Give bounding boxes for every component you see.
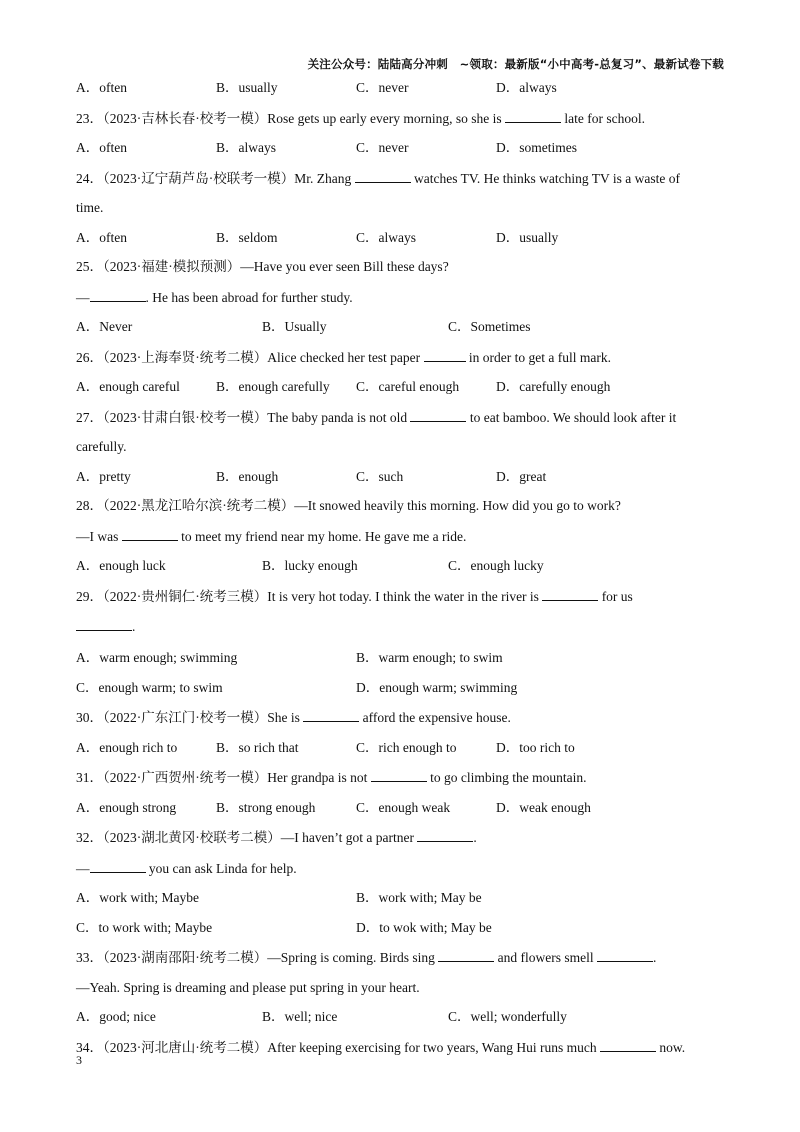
option-row — [76, 1007, 724, 1027]
option[interactable]: C．enough warm; to swim — [76, 679, 223, 695]
answer-blank[interactable] — [122, 526, 178, 541]
question-29 — [76, 586, 724, 607]
dialog-text: to meet my friend near my home. He gave me a ride. — [177, 528, 467, 544]
option[interactable]: C．enough weak — [356, 799, 451, 815]
question-28 — [76, 496, 724, 516]
option[interactable]: C．never — [356, 80, 409, 95]
dialog-text: . He has been abroad for further study. — [145, 289, 353, 305]
option[interactable]: C．always — [356, 229, 416, 245]
option[interactable]: D．great — [496, 468, 547, 484]
question-source: （2023·上海奉贤·统考二模） — [103, 349, 268, 365]
option[interactable]: C．well; wonderfully — [448, 1009, 567, 1024]
option[interactable]: D．usually — [496, 229, 559, 245]
question-25 — [76, 257, 724, 277]
option-row — [76, 317, 724, 337]
option[interactable]: B．seldom — [216, 229, 278, 245]
option[interactable]: C．enough lucky — [448, 558, 544, 573]
question-source: （2023·甘肃白银·校考一模） — [103, 409, 268, 425]
question-text: and flowers smell — [494, 950, 597, 965]
question-source: （2023·辽宁葫芦岛·校联考一模） — [103, 170, 295, 186]
option-row — [76, 78, 724, 98]
question-text: Rose gets up early every morning, so she is — [267, 110, 505, 126]
option[interactable]: D．always — [496, 80, 557, 95]
option-row — [76, 228, 724, 248]
option[interactable]: C．careful enough — [356, 379, 460, 394]
question-text: She is — [267, 710, 304, 725]
answer-blank[interactable] — [371, 767, 427, 782]
option[interactable]: D．to wok with; May be — [356, 919, 492, 935]
option[interactable]: A．enough luck — [76, 558, 166, 573]
question-source: （2023·吉林长春·校考一模） — [103, 110, 268, 126]
question-24 — [76, 168, 724, 189]
dialog-text: you can ask Linda for help. — [145, 860, 297, 876]
dialog-prefix: —I was — [76, 528, 122, 544]
option-row — [76, 678, 724, 698]
question-text: —I haven’t got a partner — [280, 830, 418, 845]
question-number: 30． — [76, 710, 103, 725]
question-number: 34． — [76, 1039, 103, 1055]
option[interactable]: B．enough carefully — [216, 379, 330, 394]
question-dialog-line — [76, 858, 724, 879]
option[interactable]: B．strong enough — [216, 799, 316, 815]
question-number: 29． — [76, 588, 103, 604]
page-header: 关注公众号：陆陆高分冲刺 ~领取：最新版“小中高考-总复习”、最新试卷下载 — [307, 57, 724, 71]
option[interactable]: C．rich enough to — [356, 739, 457, 755]
question-text: . — [132, 619, 136, 634]
question-source: （2022·黑龙江哈尔滨·统考二模） — [103, 498, 295, 513]
question-text: . — [473, 830, 477, 845]
question-number: 27． — [76, 409, 103, 425]
option[interactable]: C．such — [356, 468, 404, 484]
option[interactable]: A．enough careful — [76, 379, 180, 394]
option-row — [76, 888, 724, 908]
question-number: 31． — [76, 770, 103, 785]
answer-blank[interactable] — [76, 616, 132, 631]
question-26 — [76, 347, 724, 368]
question-continuation: time. — [76, 200, 104, 215]
question-continuation — [76, 616, 724, 637]
question-33 — [76, 947, 724, 968]
question-text: It is very hot today. I think the water in the river is — [267, 588, 543, 604]
answer-blank[interactable] — [355, 168, 411, 183]
page-number: 3 — [76, 1053, 82, 1067]
option[interactable]: B．enough — [216, 468, 279, 484]
answer-blank[interactable] — [597, 947, 653, 962]
option-row — [76, 377, 724, 397]
option[interactable]: A．often — [76, 80, 127, 95]
option[interactable]: A．good; nice — [76, 1009, 156, 1024]
question-32 — [76, 827, 724, 848]
question-source: （2022·广东江门·校考一模） — [103, 710, 268, 725]
question-text: Mr. Zhang — [294, 170, 355, 186]
question-list — [76, 74, 724, 1058]
question-text: The baby panda is not old — [267, 409, 411, 425]
question-number: 23． — [76, 110, 103, 126]
answer-blank[interactable] — [417, 827, 473, 842]
option[interactable]: A．work with; Maybe — [76, 890, 199, 905]
option[interactable]: D．weak enough — [496, 799, 591, 815]
option[interactable]: C．Sometimes — [448, 319, 531, 334]
option[interactable]: B．well; nice — [262, 1009, 338, 1024]
question-dialog-line — [76, 287, 724, 308]
option[interactable]: A．often — [76, 229, 127, 245]
answer-blank[interactable] — [424, 347, 466, 362]
answer-blank[interactable] — [542, 586, 598, 601]
option[interactable]: B．Usually — [262, 319, 327, 334]
question-31 — [76, 767, 724, 788]
question-27 — [76, 407, 724, 428]
option[interactable]: A．Never — [76, 319, 133, 334]
answer-blank[interactable] — [505, 108, 561, 123]
option[interactable]: B．lucky enough — [262, 558, 358, 573]
question-number: 33． — [76, 950, 103, 965]
question-source: （2023·河北唐山·统考二模） — [103, 1039, 268, 1055]
answer-blank[interactable] — [410, 407, 466, 422]
option[interactable]: C．to work with; Maybe — [76, 919, 213, 935]
dialog-prefix: — — [76, 289, 90, 305]
option[interactable]: D．too rich to — [496, 739, 575, 755]
question-source: （2023·湖南邵阳·统考二模） — [103, 950, 268, 965]
question-text: —Have you ever seen Bill these days? — [240, 259, 449, 274]
option[interactable]: D．enough warm; swimming — [356, 679, 518, 695]
question-34 — [76, 1037, 724, 1058]
option[interactable]: A．pretty — [76, 468, 131, 484]
option[interactable]: A．enough strong — [76, 799, 177, 815]
option-row — [76, 798, 724, 818]
question-text: in order to get a full mark. — [465, 349, 612, 365]
option-row — [76, 467, 724, 487]
question-number: 32． — [76, 830, 103, 845]
answer-blank[interactable] — [90, 287, 146, 302]
question-dialog-line: —Yeah. Spring is dreaming and please put spring in your heart. — [76, 979, 420, 995]
option[interactable]: A．enough rich to — [76, 739, 178, 755]
answer-blank[interactable] — [438, 947, 494, 962]
question-text: late for school. — [560, 110, 645, 126]
question-source: （2023·福建·模拟预测） — [103, 259, 241, 274]
option[interactable]: A．warm enough; swimming — [76, 650, 238, 665]
question-number: 25． — [76, 259, 103, 274]
answer-blank[interactable] — [90, 858, 146, 873]
question-text: Alice checked her test paper — [267, 349, 424, 365]
question-dialog-line — [76, 526, 724, 547]
option-row — [76, 138, 724, 158]
option[interactable]: D．sometimes — [496, 140, 577, 155]
question-source: （2023·湖北黄冈·校联考二模） — [103, 830, 281, 845]
option[interactable]: C．never — [356, 140, 409, 155]
option-row — [76, 648, 724, 668]
question-text: now. — [655, 1039, 686, 1055]
question-23 — [76, 108, 724, 129]
option[interactable]: B．warm enough; to swim — [356, 650, 503, 665]
option-row — [76, 738, 724, 758]
question-continuation: carefully. — [76, 439, 127, 454]
question-number: 24． — [76, 170, 103, 186]
question-text: for us — [598, 588, 633, 604]
question-30 — [76, 707, 724, 728]
option[interactable]: D．carefully enough — [496, 379, 611, 394]
question-text: After keeping exercising for two years, Wang Hui runs much — [267, 1039, 600, 1055]
question-text: Her grandpa is not — [267, 770, 371, 785]
question-source: （2022·贵州铜仁·统考三模） — [103, 588, 268, 604]
answer-blank[interactable] — [303, 707, 359, 722]
question-text: afford the expensive house. — [359, 710, 511, 725]
option[interactable]: B．work with; May be — [356, 890, 482, 905]
question-source: （2022·广西贺州·统考一模） — [103, 770, 268, 785]
question-text: —It snowed heavily this morning. How did you go to work? — [294, 498, 621, 513]
option[interactable]: B．always — [216, 140, 276, 155]
option[interactable]: B．usually — [216, 80, 278, 95]
question-text: to go climbing the mountain. — [426, 770, 587, 785]
option-row — [76, 918, 724, 938]
question-text: watches TV. He thinks watching TV is a waste of — [410, 170, 680, 186]
question-text: . — [653, 950, 657, 965]
option[interactable]: A．often — [76, 140, 127, 155]
option-row — [76, 556, 724, 576]
question-number: 26． — [76, 349, 103, 365]
question-number: 28． — [76, 498, 103, 513]
question-text: to eat bamboo. We should look after it — [466, 409, 677, 425]
answer-blank[interactable] — [600, 1037, 656, 1052]
question-text: —Spring is coming. Birds sing — [267, 950, 439, 965]
option[interactable]: B．so rich that — [216, 739, 299, 755]
dialog-prefix: — — [76, 860, 90, 876]
